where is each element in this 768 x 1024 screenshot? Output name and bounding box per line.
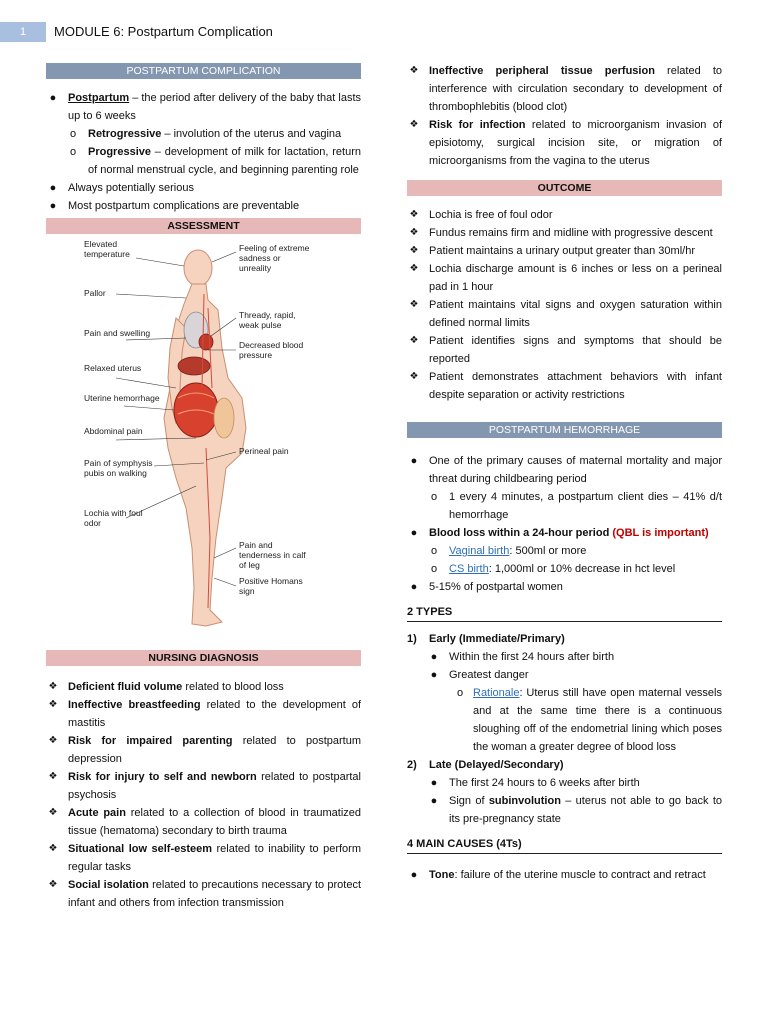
label-pallor: Pallor <box>84 288 106 298</box>
nursing-diagnosis-bar: NURSING DIAGNOSIS <box>46 650 361 666</box>
diagnosis-item: ❖ Acute pain related to a collection of blood in traumatized tissue (hematoma) secondary to birth trauma <box>48 807 362 837</box>
outcome-item: ❖ Lochia discharge amount is 6 inches or less on a perineal pad in 1 hour <box>409 263 722 293</box>
diagnosis-item: ❖ Risk for injury to self and newborn related to postpartal psychosis <box>48 771 361 801</box>
early-type-title: 1) Early (Immediate/Primary) <box>407 633 565 645</box>
late-type-title: 2) Late (Delayed/Secondary) <box>407 759 564 771</box>
label-abdominal-pain: Abdominal pain <box>84 426 143 436</box>
left-column <box>46 63 361 912</box>
module-title: MODULE 6: Postpartum Complication <box>54 24 273 39</box>
liver-shape <box>178 357 210 375</box>
diagnosis-item: ❖ Risk for impaired parenting related to postpartum depression <box>48 735 361 765</box>
pph-rate-item: o 1 every 4 minutes, a postpartum client dies – 41% d/t hemorrhage <box>430 491 722 521</box>
main-causes-header: 4 MAIN CAUSES (4Ts) <box>407 838 722 854</box>
page-number: 1 <box>0 22 46 42</box>
outcome-item: ❖ Fundus remains firm and midline with progressive descent <box>409 227 713 239</box>
label-homans-sign: Positive Homans sign <box>239 576 303 596</box>
assessment-bar: ASSESSMENT <box>46 218 361 234</box>
outcome-item: ❖ Patient identifies signs and symptoms that should be reported <box>409 335 722 365</box>
cs-birth-item: o CS birth: 1,000ml or 10% decrease in hct level <box>430 563 676 575</box>
late-subinvolution: ● Sign of subinvolution – uterus not able to go back to its pre-pregnancy state <box>430 795 722 825</box>
outcome-list <box>407 206 722 404</box>
diagnosis-item: ❖ Risk for infection related to microorganism invasion of episiotomy, surgical incision site, or migration of microorganisms from the vagina to the uterus <box>409 119 722 167</box>
retrogressive-item: o Retrogressive – involution of the uterus and vagina <box>69 128 342 140</box>
progressive-item: o Progressive – development of milk for lactation, return of normal menstrual cycle, and beginning parenting role <box>69 146 361 176</box>
early-rationale: o Rationale: Uterus still have open maternal vessels and at the same time there is a continuous sloughing off of the endometrial lining which poses the woman a greater degree of blood loss <box>456 687 722 753</box>
label-lochia-odor: Lochia with foul odor <box>84 508 143 528</box>
label-perineal-pain: Perineal pain <box>239 446 289 456</box>
diagnosis-item: ❖ Deficient fluid volume related to blood loss <box>48 681 284 693</box>
diagnosis-item: ❖ Situational low self-esteem related to inability to perform regular tasks <box>48 843 361 873</box>
diagnosis-item: ❖ Ineffective peripheral tissue perfusion related to interference with circulation secondary to development of thrombophlebitis (blood clot) <box>409 65 723 113</box>
two-types-header: 2 TYPES <box>407 606 722 622</box>
outcome-item: ❖ Lochia is free of foul odor <box>409 209 553 221</box>
label-thready-pulse: Thready, rapid, weak pulse <box>239 310 296 330</box>
outcome-bar: OUTCOME <box>407 180 722 196</box>
right-column <box>407 62 722 884</box>
rationale-link[interactable]: Rationale <box>473 687 520 699</box>
label-uterine-hemorrhage: Uterine hemorrhage <box>84 393 160 403</box>
incidence-item: ● 5-15% of postpartal women <box>410 581 563 593</box>
intestine-shape <box>214 398 234 438</box>
vaginal-birth-item: o Vaginal birth: 500ml or more <box>430 545 587 557</box>
label-decreased-bp: Decreased blood pressure <box>239 340 304 360</box>
early-greatest-danger: ● Greatest danger <box>430 669 529 681</box>
label-pain-swelling: Pain and swelling <box>84 328 151 338</box>
cs-birth-link[interactable]: CS birth <box>449 563 489 575</box>
nursing-diagnosis-list <box>46 678 361 912</box>
postpartum-definition: ● Postpartum – the period after delivery of the baby that lasts up to 6 weeks <box>49 92 361 122</box>
outcome-item: ❖ Patient maintains a urinary output greater than 30ml/hr <box>409 245 695 257</box>
late-timeframe: ● The first 24 hours to 6 weeks after birth <box>430 777 640 789</box>
outcome-item: ❖ Patient maintains vital signs and oxygen saturation within defined normal limits <box>409 299 722 329</box>
postpartum-complication-bar: POSTPARTUM COMPLICATION <box>46 63 361 79</box>
pph-mortality-item: ● One of the primary causes of maternal mortality and major threat during childbearing period <box>410 455 722 485</box>
diagnosis-item: ❖ Ineffective breastfeeding related to the development of mastitis <box>48 699 362 729</box>
label-calf-pain: Pain and tenderness in calf of leg <box>239 540 306 570</box>
label-feeling-sadness: Feeling of extreme sadness or unreality <box>239 243 310 273</box>
diagnosis-item: ❖ Social isolation related to precautions necessary to protect infant and others from infection transmission <box>48 879 362 909</box>
label-symphysis-pain: Pain of symphysis pubis on walking <box>84 458 153 478</box>
tone-cause-item: ● Tone: failure of the uterine muscle to contract and retract <box>410 869 706 881</box>
postpartum-assessment-figure <box>46 238 361 648</box>
always-serious-item: ● Always potentially serious <box>49 182 194 194</box>
postpartum-hemorrhage-bar: POSTPARTUM HEMORRHAGE <box>407 422 722 438</box>
vaginal-birth-link[interactable]: Vaginal birth <box>449 545 510 557</box>
nursing-diagnosis-list-continued <box>407 62 722 170</box>
preventable-item: ● Most postpartum complications are preventable <box>49 200 300 212</box>
early-within-24h: ● Within the first 24 hours after birth <box>430 651 615 663</box>
outcome-item: ❖ Patient demonstrates attachment behaviors with infant despite separation or activity restrictions <box>409 371 722 401</box>
heart-shape <box>199 334 213 350</box>
label-elevated-temperature: Elevated temperature <box>84 239 130 259</box>
label-relaxed-uterus: Relaxed uterus <box>84 363 142 373</box>
blood-loss-item: ● Blood loss within a 24-hour period (QBL is important) <box>410 527 709 539</box>
